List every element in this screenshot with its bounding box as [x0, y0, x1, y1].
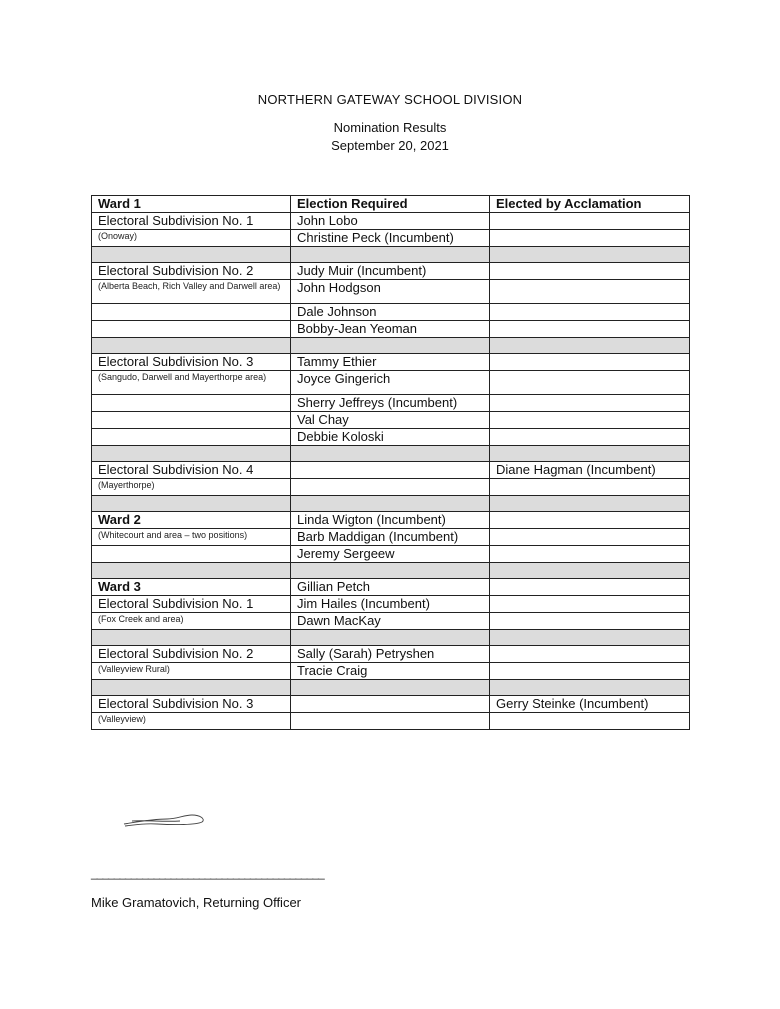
subdivision-cell	[92, 546, 291, 563]
election-required-cell	[291, 230, 490, 247]
subdivision-cell	[92, 663, 291, 680]
table-body	[92, 196, 690, 730]
subdivision-label: Electoral Subdivision No. 1	[98, 596, 254, 611]
table-row	[92, 663, 690, 680]
election-required-cell	[291, 371, 490, 395]
candidate-name: Barb Maddigan (Incumbent)	[297, 529, 459, 544]
candidate-name: Bobby-Jean Yeoman	[297, 321, 417, 336]
subdivision-cell	[92, 680, 291, 696]
area-note: (Sangudo, Darwell and Mayerthorpe area)	[98, 372, 267, 382]
candidate-name: Linda Wigton (Incumbent)	[297, 512, 446, 527]
acclamation-cell	[490, 579, 690, 596]
subdivision-cell	[92, 247, 291, 263]
table-spacer-row	[92, 563, 690, 579]
table-row	[92, 371, 690, 395]
subdivision-cell	[92, 512, 291, 529]
acclamation-cell	[490, 479, 690, 496]
signature-line: _________________________________________	[91, 866, 324, 880]
acclamation-cell	[490, 429, 690, 446]
area-note: (Fox Creek and area)	[98, 614, 184, 624]
subdivision-cell	[92, 529, 291, 546]
table-row	[92, 713, 690, 730]
table-row	[92, 412, 690, 429]
subdivision-cell	[92, 338, 291, 354]
subdivision-label: Electoral Subdivision No. 4	[98, 462, 254, 477]
acclamation-cell	[490, 713, 690, 730]
subdivision-cell	[92, 429, 291, 446]
election-required-cell	[291, 696, 490, 713]
election-required-cell	[291, 263, 490, 280]
candidate-name: Jeremy Sergeew	[297, 546, 395, 561]
acclamation-cell	[490, 395, 690, 412]
subdivision-cell	[92, 479, 291, 496]
election-required-cell	[291, 630, 490, 646]
subdivision-cell	[92, 213, 291, 230]
candidate-name: Tracie Craig	[297, 663, 368, 678]
area-note: (Valleyview)	[98, 714, 146, 724]
table-row	[92, 613, 690, 630]
table-row	[92, 462, 690, 479]
acclamation-cell	[490, 247, 690, 263]
document-subtitle: Nomination Results	[333, 120, 447, 135]
candidate-name: Gerry Steinke (Incumbent)	[496, 696, 649, 711]
election-required-cell	[291, 479, 490, 496]
acclamation-cell	[490, 263, 690, 280]
candidate-name: Jim Hailes (Incumbent)	[297, 596, 430, 611]
acclamation-cell	[490, 630, 690, 646]
acclamation-cell	[490, 613, 690, 630]
election-required-cell	[291, 354, 490, 371]
acclamation-cell	[490, 646, 690, 663]
election-required-cell	[291, 546, 490, 563]
acclamation-cell	[490, 680, 690, 696]
election-required-cell	[291, 412, 490, 429]
nomination-results-table	[91, 195, 690, 730]
candidate-name: Christine Peck (Incumbent)	[297, 230, 454, 245]
election-required-cell	[291, 713, 490, 730]
candidate-name: Sherry Jeffreys (Incumbent)	[297, 395, 458, 410]
candidate-name: Dale Johnson	[297, 304, 377, 319]
subdivision-cell	[92, 646, 291, 663]
subdivision-cell	[92, 596, 291, 613]
subdivision-cell	[92, 412, 291, 429]
candidate-name: Sally (Sarah) Petryshen	[297, 646, 435, 661]
table-row	[92, 596, 690, 613]
election-required-cell	[291, 213, 490, 230]
table-row	[92, 479, 690, 496]
table-row	[92, 546, 690, 563]
subdivision-label: Electoral Subdivision No. 2	[98, 263, 254, 278]
table-row	[92, 529, 690, 546]
acclamation-cell	[490, 496, 690, 512]
election-required-cell	[291, 304, 490, 321]
election-required-cell	[291, 247, 490, 263]
acclamation-cell	[490, 371, 690, 395]
column-header-election-required: Election Required	[291, 196, 490, 213]
area-note: (Whitecourt and area – two positions)	[98, 530, 248, 540]
subdivision-label: Electoral Subdivision No. 2	[98, 646, 254, 661]
subdivision-cell	[92, 579, 291, 596]
table-spacer-row	[92, 680, 690, 696]
table-spacer-row	[92, 496, 690, 512]
candidate-name: Gillian Petch	[297, 579, 370, 594]
subdivision-cell	[92, 713, 291, 730]
table-row	[92, 321, 690, 338]
subdivision-cell	[92, 563, 291, 579]
table-row	[92, 354, 690, 371]
subdivision-cell	[92, 446, 291, 462]
candidate-name: Dawn MacKay	[297, 613, 381, 628]
subdivision-cell	[92, 321, 291, 338]
election-required-cell	[291, 280, 490, 304]
area-note: (Onoway)	[98, 231, 138, 241]
candidate-name: Tammy Ethier	[297, 354, 377, 369]
acclamation-cell	[490, 596, 690, 613]
subdivision-cell	[92, 630, 291, 646]
candidate-name: Val Chay	[297, 412, 349, 427]
election-required-cell	[291, 321, 490, 338]
election-required-cell	[291, 529, 490, 546]
table-spacer-row	[92, 630, 690, 646]
candidate-name: Debbie Koloski	[297, 429, 384, 444]
area-note: (Mayerthorpe)	[98, 480, 155, 490]
area-note: (Alberta Beach, Rich Valley and Darwell area)	[98, 281, 281, 291]
acclamation-cell	[490, 446, 690, 462]
table-row	[92, 213, 690, 230]
election-required-cell	[291, 663, 490, 680]
signature-image	[122, 806, 212, 836]
candidate-name: John Hodgson	[297, 280, 381, 295]
table-row	[92, 429, 690, 446]
column-header-elected-by-acclamation: Elected by Acclamation	[490, 196, 690, 213]
area-note: (Valleyview Rural)	[98, 664, 170, 674]
acclamation-cell	[490, 529, 690, 546]
ward-label: Ward 3	[98, 579, 141, 594]
subdivision-cell	[92, 230, 291, 247]
election-required-cell	[291, 596, 490, 613]
table-row	[92, 280, 690, 304]
election-required-cell	[291, 512, 490, 529]
acclamation-cell	[490, 321, 690, 338]
election-required-cell	[291, 395, 490, 412]
election-required-cell	[291, 446, 490, 462]
acclamation-cell	[490, 512, 690, 529]
table-row	[92, 304, 690, 321]
candidate-name: Joyce Gingerich	[297, 371, 391, 386]
page-title: NORTHERN GATEWAY SCHOOL DIVISION	[257, 92, 523, 107]
table-spacer-row	[92, 247, 690, 263]
table-spacer-row	[92, 446, 690, 462]
election-required-cell	[291, 680, 490, 696]
table-row	[92, 395, 690, 412]
candidate-name: Judy Muir (Incumbent)	[297, 263, 427, 278]
election-required-cell	[291, 563, 490, 579]
subdivision-cell	[92, 371, 291, 395]
table-row	[92, 263, 690, 280]
acclamation-cell	[490, 546, 690, 563]
table-row	[92, 579, 690, 596]
election-required-cell	[291, 579, 490, 596]
acclamation-cell	[490, 338, 690, 354]
table-row	[92, 696, 690, 713]
acclamation-cell	[490, 412, 690, 429]
subdivision-cell	[92, 395, 291, 412]
subdivision-label: Electoral Subdivision No. 1	[98, 213, 254, 228]
acclamation-cell	[490, 696, 690, 713]
acclamation-cell	[490, 563, 690, 579]
subdivision-cell	[92, 263, 291, 280]
election-required-cell	[291, 613, 490, 630]
acclamation-cell	[490, 304, 690, 321]
election-required-cell	[291, 429, 490, 446]
subdivision-cell	[92, 613, 291, 630]
subdivision-label: Electoral Subdivision No. 3	[98, 354, 254, 369]
subdivision-cell	[92, 354, 291, 371]
subdivision-cell	[92, 462, 291, 479]
subdivision-cell	[92, 304, 291, 321]
subdivision-cell	[92, 280, 291, 304]
acclamation-cell	[490, 663, 690, 680]
election-required-cell	[291, 338, 490, 354]
column-header-ward: Ward 1	[92, 196, 291, 213]
subdivision-cell	[92, 696, 291, 713]
acclamation-cell	[490, 354, 690, 371]
acclamation-cell	[490, 230, 690, 247]
table-row	[92, 230, 690, 247]
table-row	[92, 512, 690, 529]
election-required-cell	[291, 496, 490, 512]
candidate-name: Diane Hagman (Incumbent)	[496, 462, 656, 477]
acclamation-cell	[490, 462, 690, 479]
subdivision-cell	[92, 496, 291, 512]
table-header-row	[92, 196, 690, 213]
subdivision-label: Electoral Subdivision No. 3	[98, 696, 254, 711]
document-date: September 20, 2021	[331, 138, 449, 153]
table-row	[92, 646, 690, 663]
acclamation-cell	[490, 213, 690, 230]
candidate-name: John Lobo	[297, 213, 358, 228]
acclamation-cell	[490, 280, 690, 304]
returning-officer-name: Mike Gramatovich, Returning Officer	[91, 895, 301, 910]
table-spacer-row	[92, 338, 690, 354]
election-required-cell	[291, 462, 490, 479]
ward-label: Ward 2	[98, 512, 141, 527]
election-required-cell	[291, 646, 490, 663]
